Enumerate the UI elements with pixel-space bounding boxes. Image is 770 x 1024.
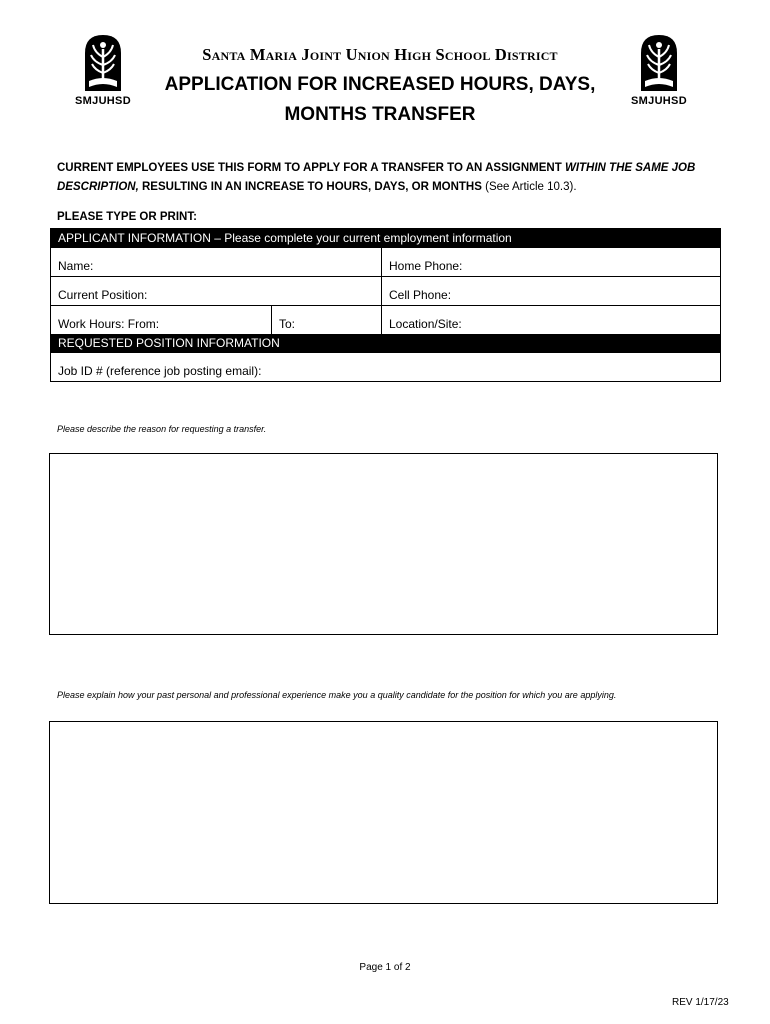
job-id-field[interactable]: Job ID # (reference job posting email): [58,364,262,378]
home-phone-field[interactable]: Home Phone: [389,259,463,273]
location-site-field[interactable]: Location/Site: [389,317,462,331]
intro-part-3: RESULTING IN AN INCREASE TO HOURS, DAYS, OR MONTHS [138,181,482,193]
logo-abbreviation: SMJUHSD [631,95,687,107]
cell-phone-field[interactable]: Cell Phone: [389,288,452,302]
intro-part-4: (See Article 10.3). [481,181,577,193]
page-number: Page 1 of 2 [359,962,411,973]
applicant-info-header: APPLICANT INFORMATION – Please complete your current employment information [51,229,720,248]
work-hours-from-field[interactable]: Work Hours: From: [51,306,272,334]
school-crest-icon [83,33,123,93]
application-form-table [50,228,721,382]
experience-textarea[interactable] [49,721,718,904]
revision-date: REV 1/17/23 [672,997,729,1008]
district-logo-right [626,33,692,111]
work-hours-to-field[interactable]: To: [272,306,382,334]
current-position-field[interactable]: Current Position: [51,277,382,305]
form-row [51,276,720,305]
name-field[interactable]: Name: [51,248,382,276]
experience-prompt: Please explain how your past personal and professional experience make you a quality candidate for the position for which you are applying. [57,690,617,700]
page-title [150,70,610,130]
logo-abbreviation: SMJUHSD [75,95,131,107]
please-type-label: PLEASE TYPE OR PRINT: [57,211,197,223]
form-row [51,353,720,381]
intro-part-2: WITHIN THE SAME JOB DESCRIPTION, [57,162,696,193]
reason-prompt: Please describe the reason for requesting a transfer. [57,424,267,434]
form-row [51,305,720,334]
title-line-1: APPLICATION FOR INCREASED HOURS, DAYS, [164,74,596,95]
form-row [51,248,720,276]
district-name: Santa Maria Joint Union High School District [202,45,558,64]
instructions [57,159,717,197]
reason-textarea[interactable] [49,453,718,635]
title-line-2: MONTHS TRANSFER [284,104,476,125]
requested-position-header: REQUESTED POSITION INFORMATION [51,334,720,353]
school-crest-icon [639,33,679,93]
intro-part-1: CURRENT EMPLOYEES USE THIS FORM TO APPLY FOR A TRANSFER TO AN ASSIGNMENT [57,162,565,174]
district-logo-left [70,33,136,111]
